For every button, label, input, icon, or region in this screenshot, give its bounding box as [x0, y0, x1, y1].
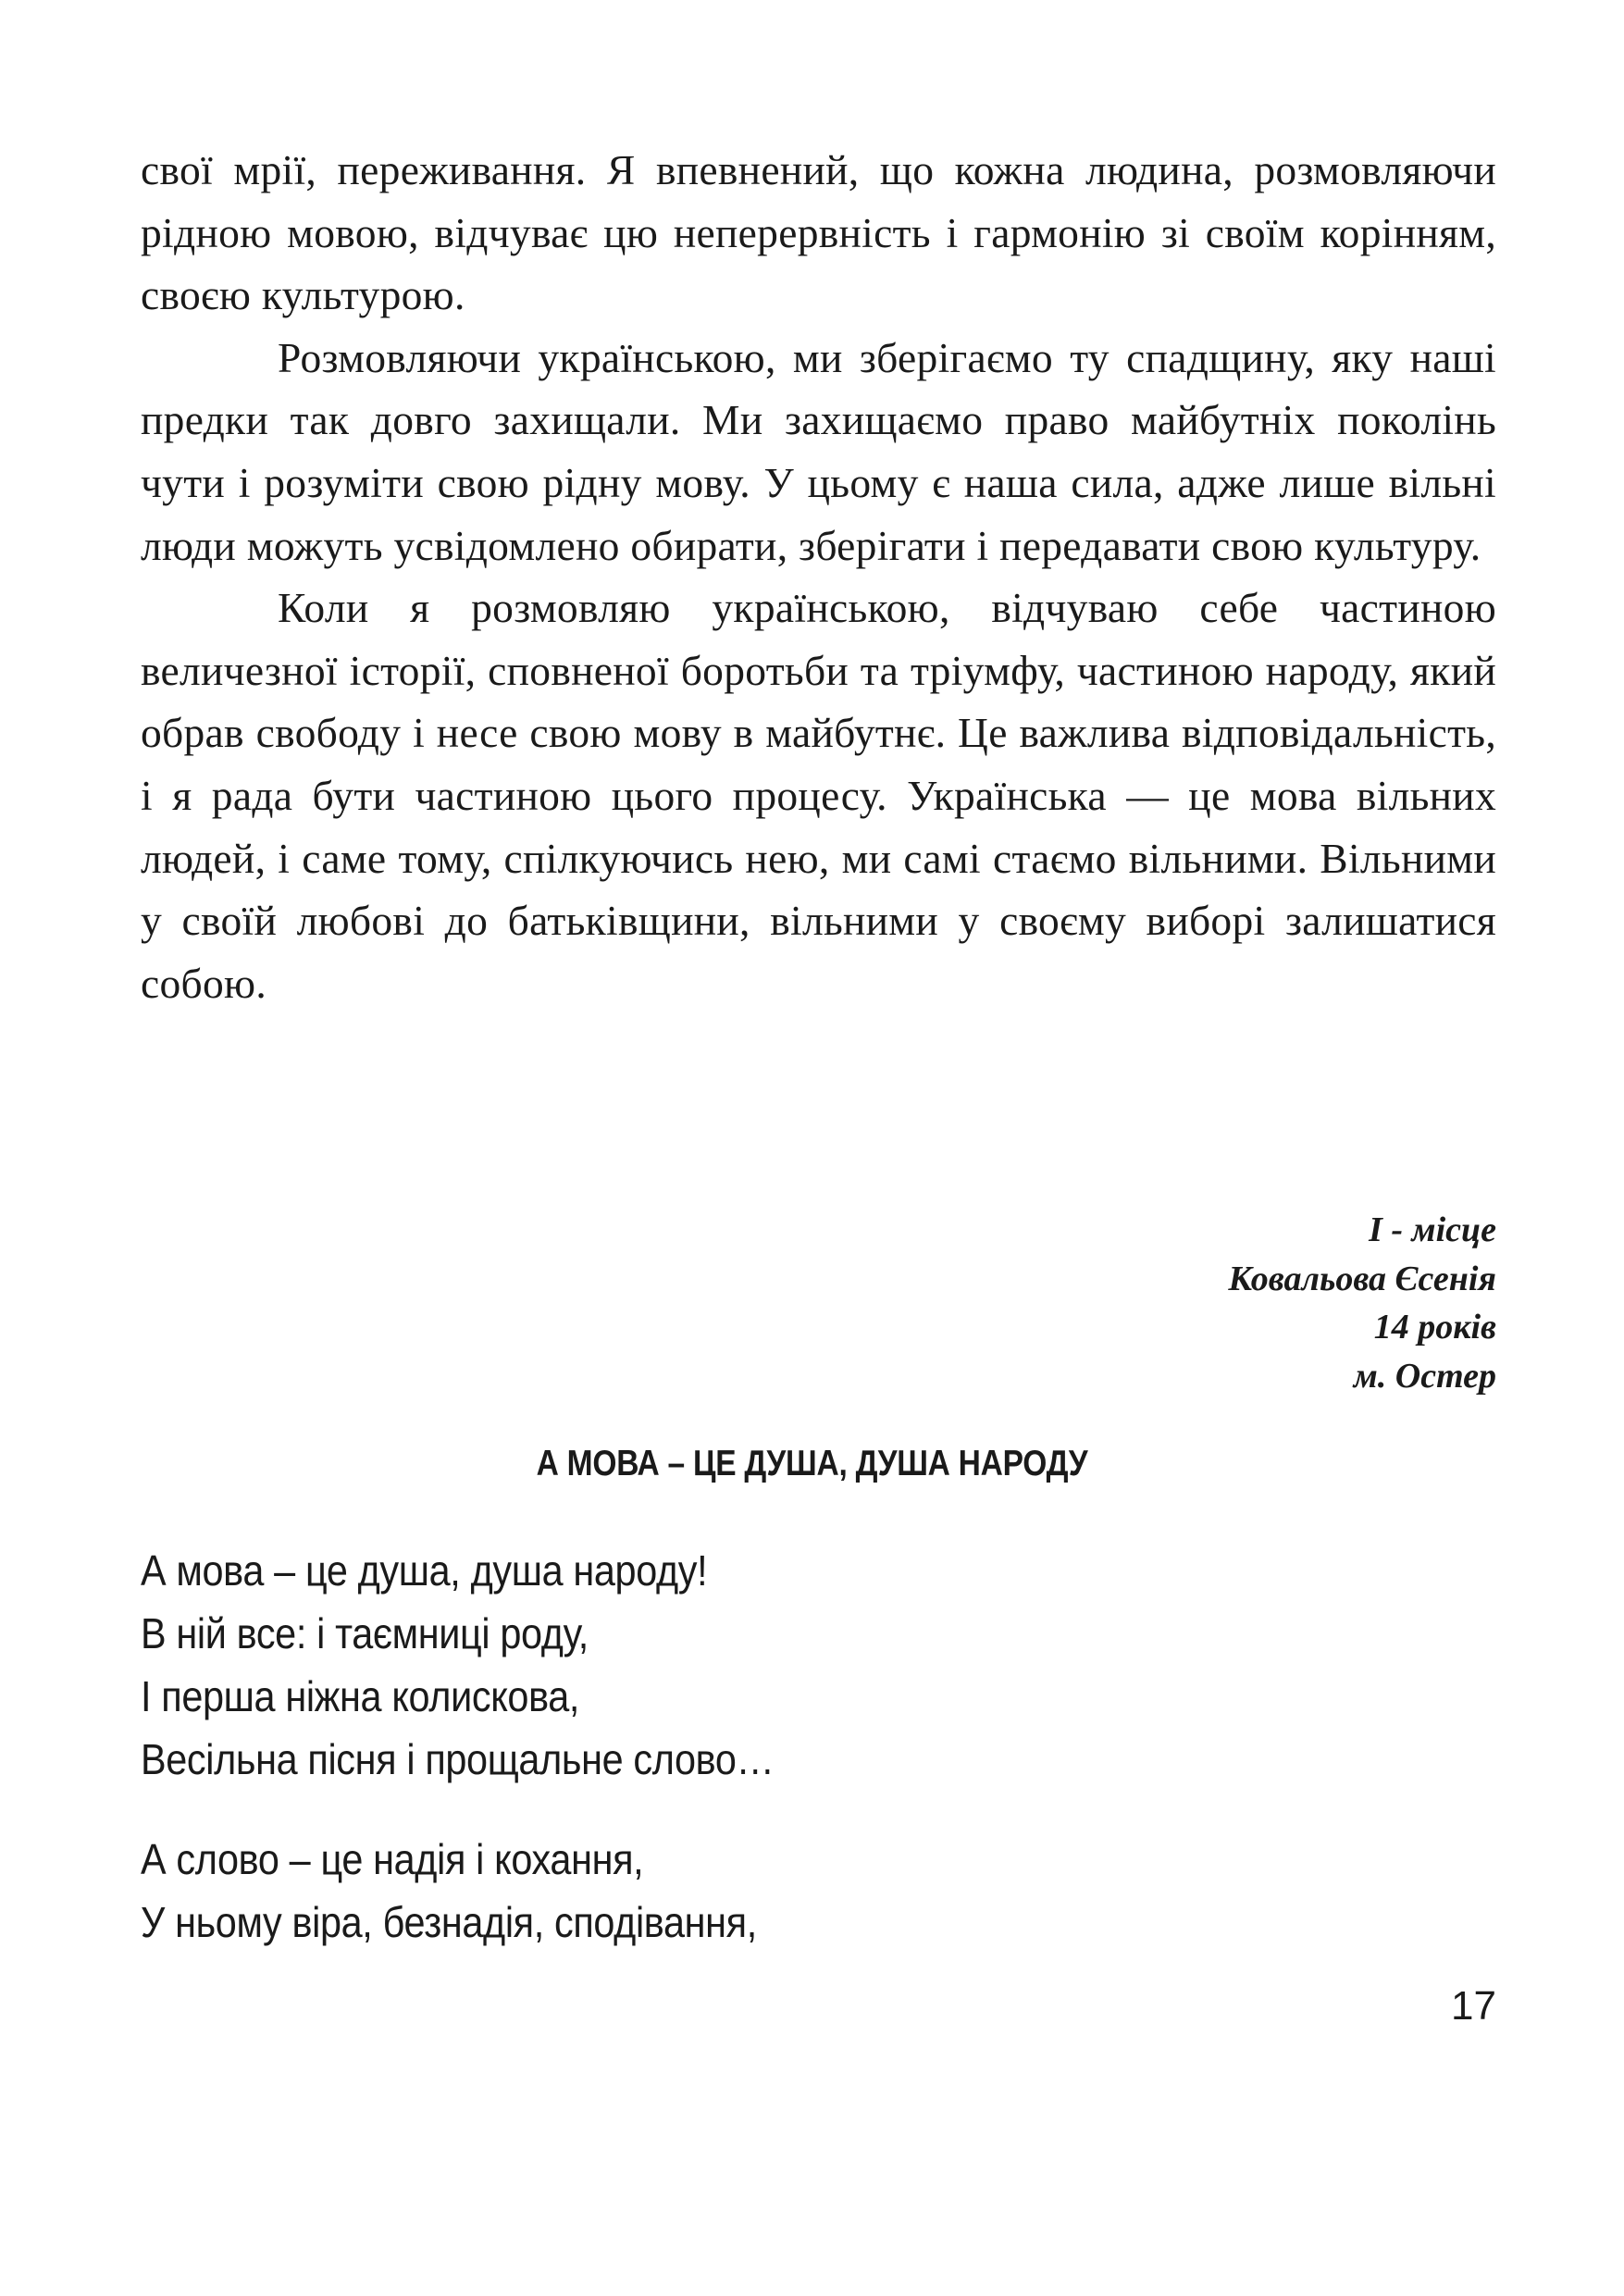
- paragraph-2: Розмовляючи українською, ми зберігаємо ту спадщину, яку наші предки так довго захищали. Ми захищаємо право майбутніх поколінь чути і розуміти свою рідну мову. У цьому є наша сила, адже лише вільні люди можуть усвідомлено обирати, зберігати і передавати свою культуру.: [141, 333, 1496, 569]
- paragraph-1: свої мрії, переживання. Я впевнений, що кожна людина, розмовляючи рідною мовою, відчуває цю неперервність і гармонію зі своїм корінням, своєю культурою.: [141, 146, 1496, 319]
- essay-body: [141, 139, 1496, 1014]
- poem-line: А мова – це душа, душа народу!: [141, 1546, 708, 1595]
- award-place: I - місце: [1369, 1210, 1496, 1249]
- poem-stanza-1: [141, 1539, 775, 1791]
- poem-title: А МОВА – ЦЕ ДУША, ДУША НАРОДУ: [536, 1444, 1088, 1483]
- author-age: 14 років: [1373, 1308, 1496, 1347]
- author-signature: [1228, 1206, 1496, 1400]
- page-number: 17: [1451, 1983, 1496, 2029]
- poem-line: А слово – це надія і кохання,: [141, 1835, 644, 1883]
- author-name: Ковальова Єсенія: [1228, 1259, 1496, 1298]
- poem-line: В ній все: і таємниці роду,: [141, 1609, 589, 1657]
- author-town: м. Остер: [1353, 1356, 1496, 1396]
- poem-stanza-2: [141, 1828, 757, 1954]
- poem-line: І перша ніжна колискова,: [141, 1672, 580, 1720]
- poem-line: У ньому віра, безнадія, сподівання,: [141, 1898, 757, 1946]
- paragraph-3: Коли я розмовляю українською, відчуваю себе частиною величезної історії, сповненої боротьби та тріумфу, частиною народу, який обрав свободу і несе свою мову в майбутнє. Це важлива відповідальність, і я рада бути частиною цього процесу. Українська — це мова вільних людей, і саме тому, спілкуючись нею, ми самі стаємо вільними. Вільними у своїй любові до батьківщини, вільними у своєму виборі залишатися собою.: [141, 584, 1496, 1007]
- poem-line: Весільна пісня і прощальне слово…: [141, 1735, 775, 1783]
